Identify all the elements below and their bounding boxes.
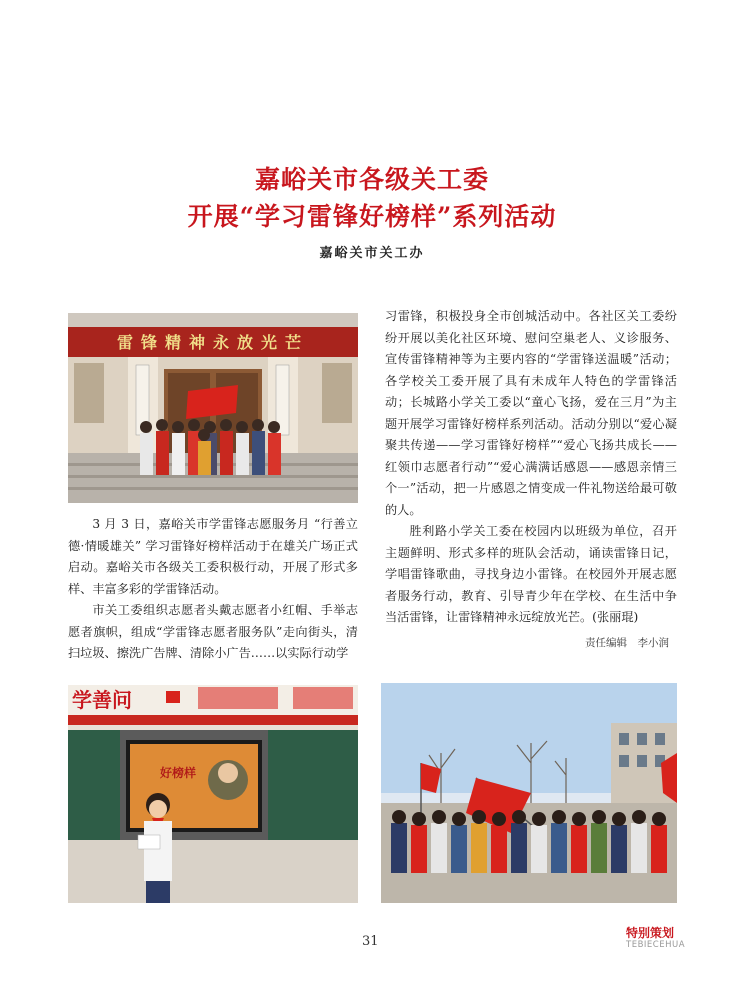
section-title: 特别策划 [626,926,675,940]
paragraph: 市关工委组织志愿者头戴志愿者小红帽、手举志愿者旗帜，组成“学雷锋志愿者服务队”走向街头，清扫垃圾、擦洗广告牌、清除小广告……以实际行动学 [68,603,358,660]
photo-group-building [68,313,358,503]
photo-students-flags [381,683,677,903]
article-title-line2: 开展“学习雷锋好榜样”系列活动 [187,202,557,231]
photo-classroom [68,685,358,903]
article-author: 嘉峪关市关工办 [319,246,425,261]
editor-credit: 责任编辑 李小润 [585,637,669,649]
page-number: 31 [362,934,379,949]
wall-slogan: 学善问 [72,688,132,712]
left-column-text [68,514,358,665]
paragraph: 3 月 3 日，嘉峪关市学雷锋志愿服务月 “行善立德·情暖雄关” 学习雷锋好榜样活动于在雄关广场正式启动。嘉峪关市各级关工委积极行动，开展了形式多样、丰富多彩的学雷锋活动。 [68,517,358,596]
screen-text: 好榜样 [160,766,197,780]
section-title-pinyin: TEBIECEHUA [626,940,686,950]
right-column-text [385,306,677,629]
paragraph: 胜利路小学关工委在校园内以班级为单位，召开主题鲜明、形式多样的班队会活动，诵读雷锋日记，学唱雷锋歌曲，寻找身边小雷锋。在校园外开展志愿者服务行动，教育、引导青少年在学校、在生活中争当活雷锋，让雷锋精神永远绽放光芒。(张丽琨) [385,524,677,624]
paragraph: 习雷锋，积极投身全市创城活动中。各社区关工委纷纷开展以美化社区环境、慰问空巢老人、义诊服务、宣传雷锋精神等为主要内容的“学雷锋送温暖”活动；各学校关工委开展了具有未成年人特色的学雷锋活动；长城路小学关工委以“童心飞扬，爱在三月”为主题开展学习雷锋好榜样系列活动。活动分别以“爱心凝聚共传递——学习雷锋好榜样”“爱心飞扬共成长——红领巾志愿者行动”“爱心满满话感恩——感恩亲情三个一”活动，把一片感恩之情变成一件礼物送给最可敬的人。 [385,309,677,517]
banner-text: 雷锋精神永放光芒 [116,333,310,352]
article-title-line1: 嘉峪关市各级关工委 [254,165,489,194]
